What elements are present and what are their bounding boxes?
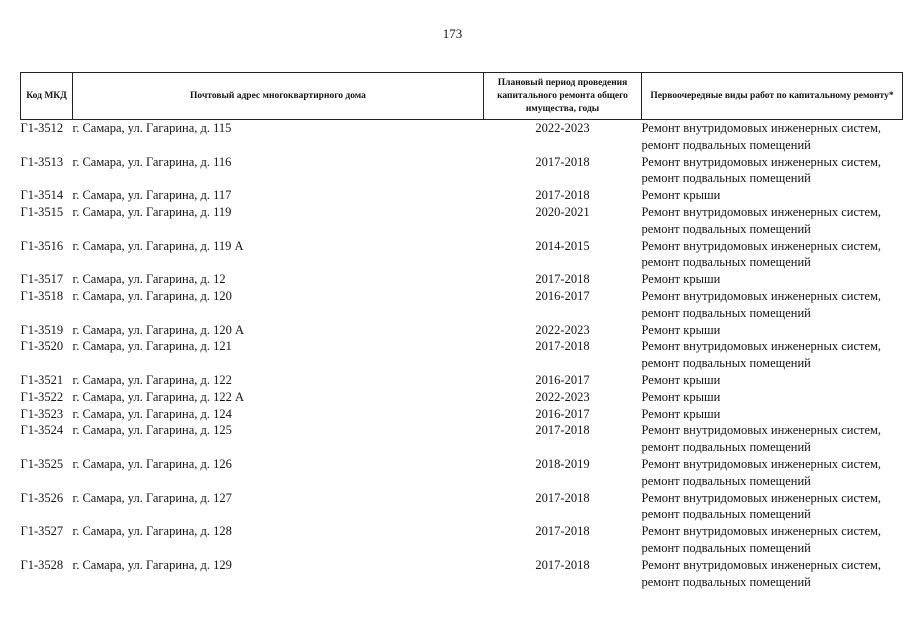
address-cell: г. Самара, ул. Гагарина, д. 125 — [72, 423, 232, 438]
table-row — [21, 322, 903, 339]
works-cell — [642, 238, 903, 272]
works-line: Ремонт крыши — [641, 406, 721, 421]
header-code: Код МКД — [21, 73, 73, 120]
works-line: Ремонт крыши — [641, 322, 721, 337]
header-row — [21, 73, 903, 120]
address-cell: г. Самара, ул. Гагарина, д. 119 А — [72, 238, 244, 253]
works-cell — [642, 523, 903, 557]
period-cell: 2017-2018 — [535, 557, 590, 572]
table-row — [21, 372, 903, 389]
period-cell: 2017-2018 — [535, 524, 590, 539]
period-cell: 2016-2017 — [535, 406, 590, 421]
table-row — [21, 238, 903, 272]
works-cell — [642, 154, 903, 188]
period-cell: 2022-2023 — [535, 389, 590, 404]
address-cell: г. Самара, ул. Гагарина, д. 121 — [72, 339, 232, 354]
works-cell — [642, 456, 903, 490]
code-cell: Г1-3518 — [20, 288, 64, 303]
works-line: ремонт подвальных помещений — [641, 255, 811, 270]
works-line: ремонт подвальных помещений — [641, 440, 811, 455]
works-line: ремонт подвальных помещений — [641, 507, 811, 522]
address-cell: г. Самара, ул. Гагарина, д. 129 — [72, 557, 232, 572]
header-period: Плановый период проведения капитального ремонта общего имущества, годы — [484, 73, 642, 120]
code-cell: Г1-3519 — [20, 322, 64, 337]
address-cell: г. Самара, ул. Гагарина, д. 122 — [72, 372, 232, 387]
table-row — [21, 490, 903, 524]
table-row — [21, 288, 903, 322]
address-cell: г. Самара, ул. Гагарина, д. 127 — [72, 490, 232, 505]
table-row — [21, 154, 903, 188]
period-cell: 2018-2019 — [535, 456, 590, 471]
works-line: Ремонт крыши — [641, 272, 721, 287]
address-cell: г. Самара, ул. Гагарина, д. 126 — [72, 456, 232, 471]
works-line: Ремонт внутридомовых инженерных систем, — [641, 339, 882, 354]
period-cell: 2022-2023 — [535, 121, 590, 135]
works-line: ремонт подвальных помещений — [641, 137, 811, 152]
works-cell — [642, 322, 903, 339]
code-cell: Г1-3516 — [20, 238, 64, 253]
period-cell: 2016-2017 — [535, 372, 590, 387]
code-cell: Г1-3514 — [20, 188, 64, 203]
works-line: Ремонт внутридомовых инженерных систем, — [641, 524, 882, 539]
address-cell: г. Самара, ул. Гагарина, д. 124 — [72, 406, 232, 421]
code-cell: Г1-3512 — [20, 121, 64, 135]
table-row — [21, 271, 903, 288]
works-line: ремонт подвальных помещений — [641, 540, 811, 555]
works-line: ремонт подвальных помещений — [641, 574, 811, 589]
address-cell: г. Самара, ул. Гагарина, д. 115 — [72, 121, 232, 135]
header-address: Почтовый адрес многоквартирного дома — [73, 73, 484, 120]
works-cell — [642, 490, 903, 524]
address-cell: г. Самара, ул. Гагарина, д. 120 А — [72, 322, 245, 337]
period-cell: 2017-2018 — [535, 490, 590, 505]
address-cell: г. Самара, ул. Гагарина, д. 122 А — [72, 389, 245, 404]
table-row — [21, 204, 903, 238]
works-line: ремонт подвальных помещений — [641, 356, 811, 371]
table-row — [21, 523, 903, 557]
period-cell: 2017-2018 — [535, 339, 590, 354]
table-body — [21, 120, 903, 591]
works-line: Ремонт крыши — [641, 188, 721, 203]
works-line: Ремонт внутридомовых инженерных систем, — [641, 204, 882, 219]
works-line: Ремонт внутридомовых инженерных систем, — [641, 490, 882, 505]
table-row — [21, 338, 903, 372]
address-cell: г. Самара, ул. Гагарина, д. 12 — [72, 272, 226, 287]
works-cell — [642, 557, 903, 591]
period-cell: 2020-2021 — [535, 204, 590, 219]
code-cell: Г1-3528 — [20, 557, 64, 572]
header-works: Первоочередные виды работ по капитальному ремонту* — [642, 73, 903, 120]
period-cell: 2022-2023 — [535, 322, 590, 337]
works-cell — [642, 120, 903, 154]
code-cell: Г1-3520 — [20, 339, 64, 354]
works-line: Ремонт внутридомовых инженерных систем, — [641, 288, 882, 303]
page-number: 173 — [442, 26, 463, 41]
capital-repair-table — [20, 72, 903, 590]
code-cell: Г1-3517 — [20, 272, 64, 287]
works-line: Ремонт внутридомовых инженерных систем, — [641, 456, 882, 471]
code-cell: Г1-3525 — [20, 456, 64, 471]
address-cell: г. Самара, ул. Гагарина, д. 116 — [72, 154, 232, 169]
table-row — [21, 187, 903, 204]
period-cell: 2017-2018 — [535, 154, 590, 169]
address-cell: г. Самара, ул. Гагарина, д. 128 — [72, 524, 232, 539]
table-row — [21, 120, 903, 154]
code-cell: Г1-3526 — [20, 490, 64, 505]
works-cell — [642, 288, 903, 322]
address-cell: г. Самара, ул. Гагарина, д. 117 — [72, 188, 232, 203]
works-line: Ремонт крыши — [641, 372, 721, 387]
period-cell: 2017-2018 — [535, 188, 590, 203]
works-cell — [642, 187, 903, 204]
period-cell: 2016-2017 — [535, 288, 590, 303]
works-line: Ремонт внутридомовых инженерных систем, — [641, 238, 882, 253]
works-line: Ремонт внутридомовых инженерных систем, — [641, 557, 882, 572]
period-cell: 2017-2018 — [535, 272, 590, 287]
table-row — [21, 422, 903, 456]
works-line: Ремонт внутридомовых инженерных систем, — [641, 154, 882, 169]
code-cell: Г1-3515 — [20, 204, 64, 219]
works-cell — [642, 204, 903, 238]
works-line: Ремонт внутридомовых инженерных систем, — [641, 423, 882, 438]
code-cell: Г1-3513 — [20, 154, 64, 169]
period-cell: 2014-2015 — [535, 238, 590, 253]
works-cell — [642, 406, 903, 423]
code-cell: Г1-3524 — [20, 423, 64, 438]
code-cell: Г1-3521 — [20, 372, 64, 387]
works-cell — [642, 422, 903, 456]
address-cell: г. Самара, ул. Гагарина, д. 120 — [72, 288, 232, 303]
code-cell: Г1-3523 — [20, 406, 64, 421]
table-row — [21, 389, 903, 406]
address-cell: г. Самара, ул. Гагарина, д. 119 — [72, 204, 232, 219]
table-row — [21, 406, 903, 423]
period-cell: 2017-2018 — [535, 423, 590, 438]
code-cell: Г1-3527 — [20, 524, 64, 539]
works-cell — [642, 372, 903, 389]
works-line: ремонт подвальных помещений — [641, 171, 811, 186]
table-row — [21, 557, 903, 591]
table-header — [21, 73, 903, 120]
works-line: ремонт подвальных помещений — [641, 221, 811, 236]
table-row — [21, 456, 903, 490]
works-cell — [642, 338, 903, 372]
works-line: ремонт подвальных помещений — [641, 305, 811, 320]
works-line: ремонт подвальных помещений — [641, 473, 811, 488]
works-line: Ремонт крыши — [641, 389, 721, 404]
works-line: Ремонт внутридомовых инженерных систем, — [641, 121, 882, 135]
code-cell: Г1-3522 — [20, 389, 64, 404]
works-cell — [642, 389, 903, 406]
works-cell — [642, 271, 903, 288]
